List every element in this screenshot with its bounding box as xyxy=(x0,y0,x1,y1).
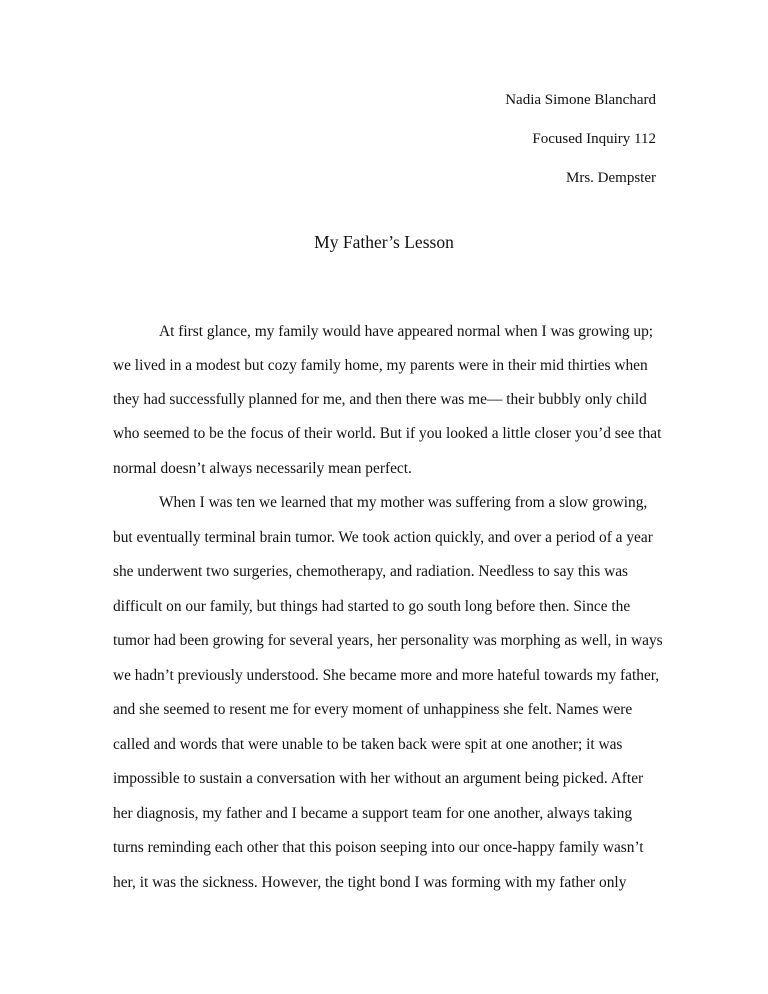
body-line: turns reminding each other that this poison seeping into our once-happy family wasn’t xyxy=(113,839,644,856)
body-line: When I was ten we learned that my mother was suffering from a slow growing, xyxy=(159,494,648,511)
body-line: they had successfully planned for me, and then there was me— their bubbly only child xyxy=(113,391,647,408)
course-name: Focused Inquiry 112 xyxy=(532,131,656,147)
body-line: we lived in a modest but cozy family home, my parents were in their mid thirties when xyxy=(113,357,648,374)
body-line: we hadn’t previously understood. She became more and more hateful towards my father, xyxy=(113,667,660,684)
instructor-name: Mrs. Dempster xyxy=(566,170,656,186)
body-line: called and words that were unable to be taken back were spit at one another; it was xyxy=(113,736,623,753)
author-name: Nadia Simone Blanchard xyxy=(505,92,656,108)
body-line: she underwent two surgeries, chemotherapy, and radiation. Needless to say this was xyxy=(113,563,629,580)
essay-title: My Father’s Lesson xyxy=(314,232,454,252)
body-line: her diagnosis, my father and I became a support team for one another, always taking xyxy=(113,805,633,822)
body-line: normal doesn’t always necessarily mean perfect. xyxy=(113,460,412,477)
body-line: impossible to sustain a conversation with her without an argument being picked. After xyxy=(113,770,644,787)
body-line: her, it was the sickness. However, the tight bond I was forming with my father only xyxy=(113,874,627,891)
body-line: and she seemed to resent me for every moment of unhappiness she felt. Names were xyxy=(113,701,633,718)
body-line: difficult on our family, but things had started to go south long before then. Since the xyxy=(113,598,631,615)
header-block xyxy=(505,90,656,207)
body-line: but eventually terminal brain tumor. We took action quickly, and over a period of a year xyxy=(113,529,653,546)
body-line: tumor had been growing for several years, her personality was morphing as well, in ways xyxy=(113,632,663,649)
body-line: who seemed to be the focus of their world. But if you looked a little closer you’d see that xyxy=(113,425,662,442)
body-line: At first glance, my family would have appeared normal when I was growing up; xyxy=(159,323,654,340)
